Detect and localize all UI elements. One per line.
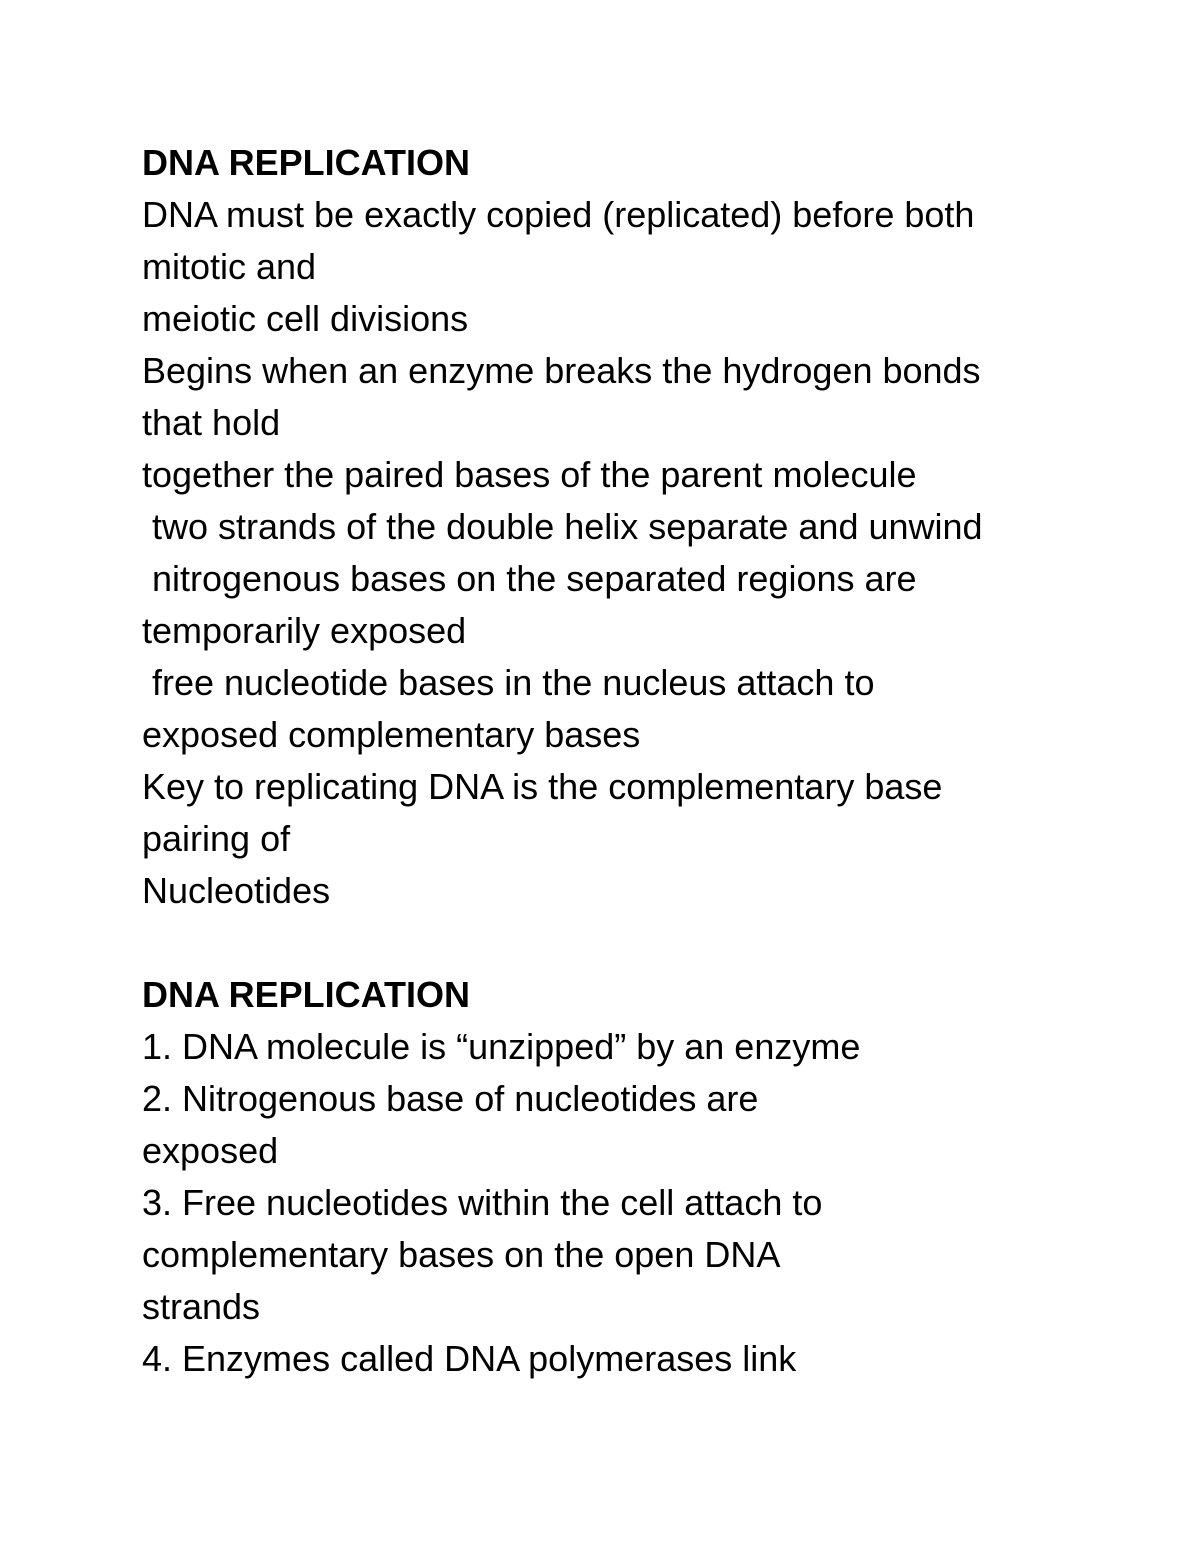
text-line: temporarily exposed: [142, 610, 467, 651]
text-line: that hold: [142, 402, 281, 443]
step-line: strands: [142, 1286, 261, 1327]
document-page: [142, 137, 1142, 1385]
text-line: nitrogenous bases on the separated regions are: [142, 558, 917, 599]
text-line: mitotic and: [142, 246, 317, 287]
section-steps: [142, 969, 1142, 1385]
step-line: 3. Free nucleotides within the cell attach to: [142, 1182, 823, 1223]
text-line: pairing of: [142, 818, 291, 859]
text-line: exposed complementary bases: [142, 714, 641, 755]
text-line: together the paired bases of the parent molecule: [142, 454, 917, 495]
section-heading: DNA REPLICATION: [142, 974, 470, 1015]
text-line: free nucleotide bases in the nucleus attach to: [142, 662, 875, 703]
step-line: exposed: [142, 1130, 279, 1171]
section-overview: [142, 137, 1142, 917]
text-line: meiotic cell divisions: [142, 298, 469, 339]
step-line: 1. DNA molecule is “unzipped” by an enzyme: [142, 1026, 861, 1067]
step-line: 2. Nitrogenous base of nucleotides are: [142, 1078, 759, 1119]
text-line: Begins when an enzyme breaks the hydrogen bonds: [142, 350, 981, 391]
text-line: DNA must be exactly copied (replicated) before both: [142, 194, 975, 235]
text-line: two strands of the double helix separate and unwind: [142, 506, 983, 547]
text-line: Nucleotides: [142, 870, 331, 911]
step-line: complementary bases on the open DNA: [142, 1234, 781, 1275]
section-heading: DNA REPLICATION: [142, 142, 470, 183]
text-line: Key to replicating DNA is the complementary base: [142, 766, 943, 807]
step-line: 4. Enzymes called DNA polymerases link: [142, 1338, 797, 1379]
